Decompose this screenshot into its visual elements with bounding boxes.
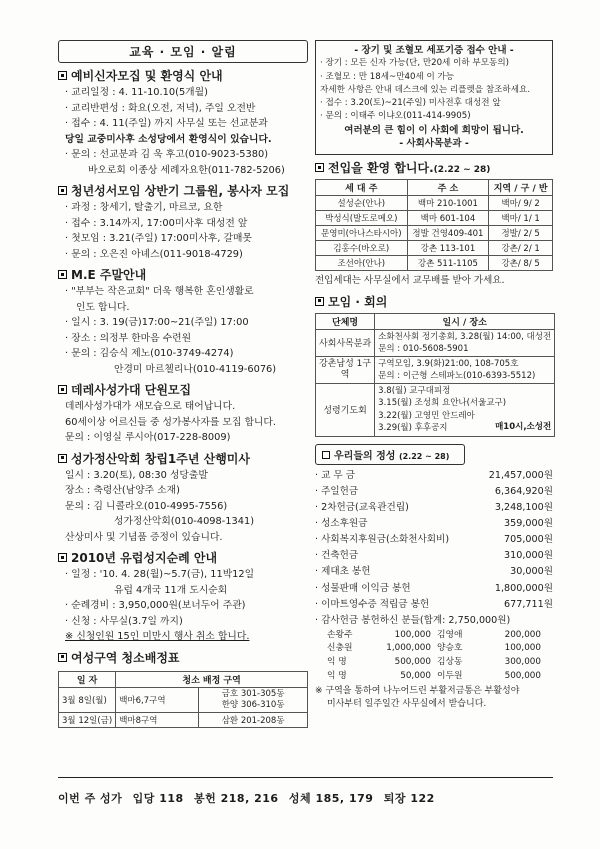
list-item: · 사회복지후원금(소화천사회비) 705,000원 xyxy=(315,534,553,546)
baptism-heading: 예비신자모집 및 환영식 안내 xyxy=(58,68,308,85)
text-line: · 접수 : 3.20(토)~21(주일) 미사전후 대성전 앞 xyxy=(320,98,501,109)
list-item: · 2차헌금(교육관건립) 3,248,100원 xyxy=(315,502,553,514)
list-item: · 감사헌금 봉헌하신 분들(합계: 2,750,000원) xyxy=(315,614,511,626)
text-line: 일시 : 3.20(토), 08:30 성당출발 xyxy=(65,469,208,481)
text-line: 문의 : 이영실 루시아(017-228-8009) xyxy=(65,432,231,443)
table-row: 3월 8일(월) 백마6,7구역 금호 301-305동 한양 306-310동 xyxy=(59,687,308,712)
square-bullet-icon xyxy=(58,270,67,279)
text-line: ※ 신청인원 15인 미만시 행사 취소 합니다. xyxy=(65,631,250,642)
list-item: · 제대초 봉헌 30,000원 xyxy=(315,566,553,578)
text-line: 자세한 사항은 안내 데스크에 있는 리플렛을 참조하세요. xyxy=(320,84,531,95)
text-line: · 문의 : 선교분과 김 욱 후고(010-9023-5380) xyxy=(65,149,269,160)
offering-list xyxy=(315,468,553,629)
senior-heading: 데레사성가대 단원모집 xyxy=(58,382,308,399)
text-line: 문의 : 김 니콜라오(010-4995-7556) xyxy=(65,500,228,512)
square-bullet-icon xyxy=(315,163,324,172)
table-row: 3월 12일(금) 백마8구역 삼환 201-208동 xyxy=(59,712,308,727)
table-header: 일 자 xyxy=(59,671,116,687)
table-row: 박성식(발도로메오) 백마 601-104 백마/ 1/ 1 xyxy=(316,211,553,226)
footer-label: 이번 주 성가 xyxy=(58,792,123,805)
footer-item: 성체 185, 179 xyxy=(288,792,374,805)
hymn-footer xyxy=(58,777,553,806)
text-line: · 순례경비 : 3,950,000원(보너두어 주관) xyxy=(65,600,246,611)
square-bullet-icon xyxy=(58,71,67,80)
square-bullet-icon xyxy=(58,553,67,562)
youth-heading: 청년성서모임 상반기 그룹원, 봉사자 모집 xyxy=(58,183,308,200)
text-line: · 접수 : 4. 11(주일) 까지 사무실 또는 선교분과 xyxy=(65,118,268,129)
hiking-heading: 성가정산악회 창립1주년 산행미사 xyxy=(58,451,308,468)
square-bullet-icon xyxy=(315,297,324,306)
offering-note: ※ 구역을 통하여 나누어드린 부활저금통은 부활성야 xyxy=(315,686,520,697)
table-row: 설성순(안나) 백마 210-1001 백마/ 9/ 2 xyxy=(316,196,553,211)
text-line: 데레사성가대가 새모습으로 태어납니다. xyxy=(65,401,236,412)
footer-item: 퇴장 122 xyxy=(383,792,435,805)
text-line: · 조혈모 : 만 18세~만40세 이 가능 xyxy=(320,71,455,82)
text-line: · 신청 : 사무실(3.7일 까지) xyxy=(65,615,183,627)
text-line: · 장소 : 의정부 한마음 수련원 xyxy=(65,332,192,344)
right-column xyxy=(315,40,553,712)
women-heading: 여성구역 청소배정표 xyxy=(58,650,308,667)
cleaning-table xyxy=(58,671,308,728)
table-row: 성령기도회 3.8(월) 교구대피정 3.15(월) 조성희 요안나(서울교구) 3.22(월) 고영민 안드레아 3.29(월) 후후공지 매10시,소성전 xyxy=(316,383,555,436)
meeting-table: 단체명 일시 / 장소 사회사목분과 소화천사회 정기총회, 3.28(월) 14:00, 대성전 문의 : 010-5608-5901 강촌남성 1구역 구역모임, 3.9(화)21:00, 108-705호 문의 : 이근형 스테파노(010-6393-5512) 성령기도회 3.8(월) 교구대피정 3.15(월) 조성희 요안나(서울교구) 3.22(월) 고영민 안드레아 3.29(월) 후후공지 매10시,소성전 xyxy=(315,313,555,437)
list-item: · 성물판매 이익금 봉헌 1,800,000원 xyxy=(315,582,553,594)
move-heading: 전입을 환영 합니다.(2.22 ~ 28) xyxy=(315,160,553,179)
list-item: · 이마트영수증 적립금 봉헌 677,711원 xyxy=(315,598,553,610)
text-line: · 첫모임 : 3.21(주일) 17:00미사후, 갈매못 xyxy=(65,233,252,244)
text-line: 장소 : 축령산(남양주 소재) xyxy=(65,485,180,496)
list-item: · 주일헌금 6,364,920원 xyxy=(315,485,553,497)
text-line: 인도 합니다. xyxy=(76,301,130,313)
donation-box xyxy=(315,40,553,155)
text-line: 유럽 4개국 11개 도시순회 xyxy=(114,584,228,596)
meeting-heading: 모임 · 회의 xyxy=(315,294,553,311)
pilgrim-heading: 2010년 유럽성지순례 안내 xyxy=(58,550,308,567)
table-header: 청소 배정 구역 xyxy=(116,671,308,687)
move-note: 전입세대는 사무실에서 교무배를 받아 가세요. xyxy=(315,275,505,287)
move-table: 세 대 주 주 소 지역 / 구 / 반 설성순(안나) 백마 210-1001 백마/ 9/ 2 박성식(발도로메오) 백마 601-104 백마/ 1/ 1 문영미(아나스타시아) 정발 건영409-401 정발/ 2/ 5 김홍수(바오로) 강촌 113-101 강촌/ 2/ 1 조선아(안나) 강촌 511-1105 강촌/ 8/ 5 xyxy=(315,179,553,271)
text-line: 당일 교중미사후 소성당에서 환영식이 있습니다. xyxy=(65,133,272,145)
section-title: 교육 · 모임 · 알림 xyxy=(58,40,308,63)
square-bullet-icon xyxy=(58,653,67,662)
text-line: · 일시 : 3. 19(금)17:00~21(주일) 17:00 xyxy=(65,317,249,328)
me-heading: M.E 주말안내 xyxy=(58,267,308,284)
table-row: 조선아(안나) 강촌 511-1105 강촌/ 8/ 5 xyxy=(316,256,553,271)
donor-grid: 손왕주 100,000 김영애 200,000 신충원 1,000,000 양승호 100,000 익 명 500,000 김상동 300,000 익 명 50,000 이두원 500,000 xyxy=(327,629,541,681)
square-bullet-icon xyxy=(58,454,67,463)
text-line: - 사회사목분과 - xyxy=(399,138,469,150)
text-line: 산상미사 및 기념품 증정이 있습니다. xyxy=(65,531,223,543)
text-line: · "부부는 작은교회" 더욱 행복한 혼인생활로 xyxy=(65,286,254,297)
list-item: · 건축헌금 310,000원 xyxy=(315,550,553,562)
text-line: 여러분의 큰 힘이 이 사회에 희망이 됩니다. xyxy=(344,124,524,136)
text-line: 바오로회 이종상 세례자요한(011-782-5206) xyxy=(88,164,285,176)
text-line: 성가정산악회(010-4098-1341) xyxy=(114,516,255,527)
table-row: 강촌남성 1구역 구역모임, 3.9(화)21:00, 108-705호 문의 : 이근형 스테파노(010-6393-5512) xyxy=(316,356,555,383)
footer-item: 입당 118 xyxy=(132,792,184,805)
text-line: · 교리일정 : 4. 11-10.10(5개월) xyxy=(65,87,208,98)
offering-note: 미사부터 일주일간 사무실에서 받습니다. xyxy=(327,699,487,710)
text-line: · 교리반편성 : 화요(오전, 저녁), 주일 오전반 xyxy=(65,102,256,114)
text-line: · 문의 : 이태주 이냐오(011-414-9905) xyxy=(320,111,471,122)
text-line: · 과정 : 창세기, 탈출기, 마르코, 요한 xyxy=(65,202,223,213)
list-item: · 교 무 금 21,457,000원 xyxy=(315,469,553,481)
table-row: 문영미(아나스타시아) 정발 건영409-401 정발/ 2/ 5 xyxy=(316,226,553,241)
text-line: · 접수 : 3.14까지, 17:00미사후 대성전 앞 xyxy=(65,217,248,229)
list-item: · 성소후원금 359,000원 xyxy=(315,518,553,530)
text-line: 안경미 마르첼리나(010-4119-6076) xyxy=(114,363,277,375)
text-line: · 문의 : 오은진 아녜스(011-9018-4729) xyxy=(65,248,243,260)
text-line: · 일정 : '10. 4. 28(월)~5.7(금), 11박12일 xyxy=(65,569,255,580)
text-line: 60세이상 어르신들 중 성가봉사자를 모집 합니다. xyxy=(65,416,276,428)
square-bullet-icon xyxy=(322,451,330,459)
square-bullet-icon xyxy=(58,385,67,394)
text-line: · 장기 : 모든 신자 가능(단, 만20세 이하 부모동의) xyxy=(320,58,509,69)
footer-item: 봉헌 218, 216 xyxy=(194,792,279,805)
text-line: · 문의 : 김승식 제노(010-3749-4274) xyxy=(65,348,234,359)
offering-heading: 우리들의 정성 (2.22 ~ 28) xyxy=(315,444,465,465)
table-row: 사회사목분과 소화천사회 정기총회, 3.28(월) 14:00, 대성전 문의 : 010-5608-5901 xyxy=(316,329,555,356)
donation-title: - 장기 및 조혈모 세포기증 접수 안내 - xyxy=(354,45,514,56)
table-row: 김홍수(바오로) 강촌 113-101 강촌/ 2/ 1 xyxy=(316,241,553,256)
left-column xyxy=(58,40,308,728)
square-bullet-icon xyxy=(58,186,67,195)
